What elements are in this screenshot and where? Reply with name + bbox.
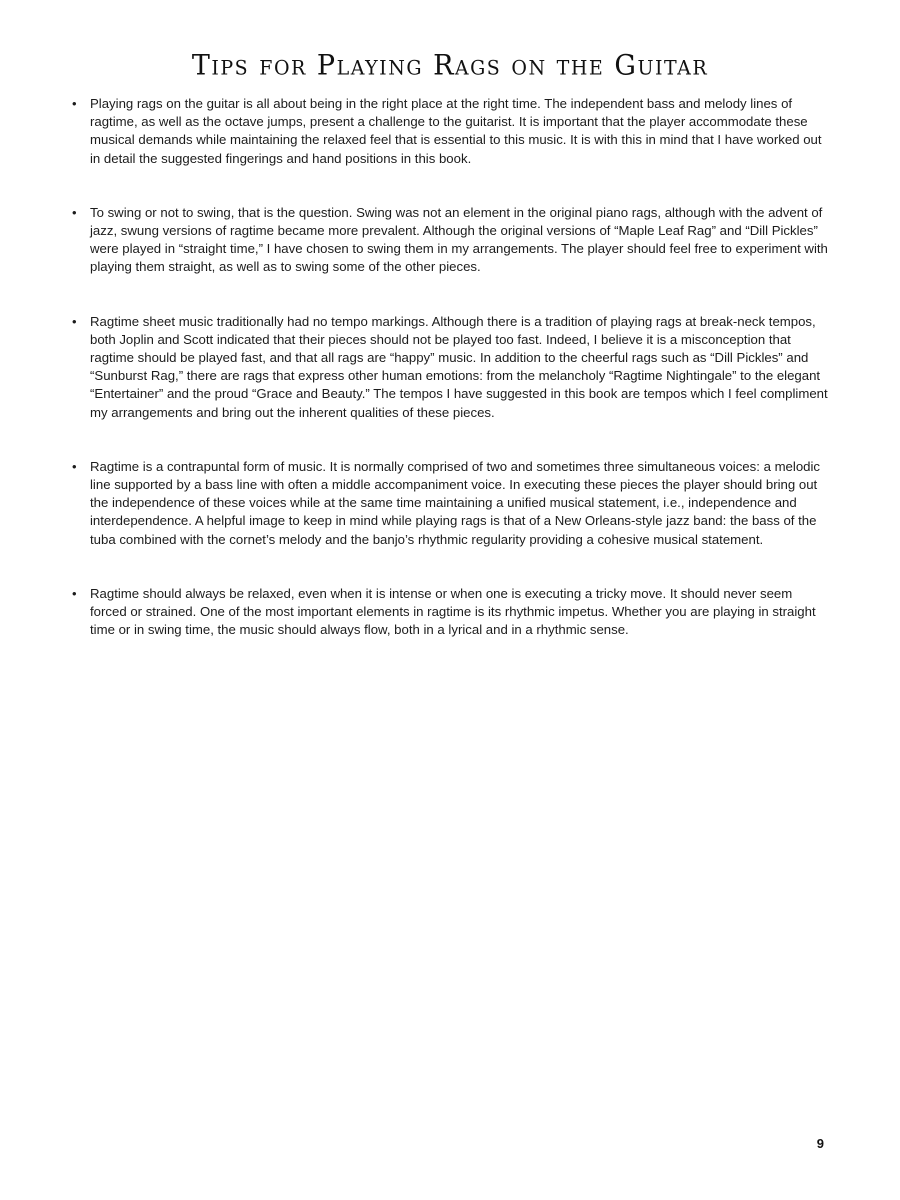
list-item [72, 585, 832, 640]
list-item [72, 458, 832, 549]
bullet-icon: • [72, 458, 77, 474]
list-item [72, 95, 832, 168]
page-title: Tips for Playing Rags on the Guitar [191, 49, 709, 82]
list-item [72, 204, 832, 277]
tip-text: Playing rags on the guitar is all about being in the right place at the right time. The independent bass and melody lines of ragtime, as well as the octave jumps, present a challenge to the guitarist. It is important that the player accommodate these musical demands while maintaining the relaxed feel that is essential to this music. It is with this in mind that I have worked out in detail the suggested fingerings and hand positions in this book. [90, 96, 822, 166]
tip-text: Ragtime should always be relaxed, even when it is intense or when one is executing a tricky move. It should never seem forced or strained. One of the most important elements in ragtime is its rhythmic impetus. Whether you are playing in straight time or in swing time, the music should always flow, both in a lyrical and in a rhythmic sense. [90, 585, 816, 638]
tip-text: Ragtime sheet music traditionally had no tempo markings. Although there is a tradition of playing rags at break-neck tempos, both Joplin and Scott indicated that their pieces should not be played too fast. Indeed, I believe it is a misconception that ragtime should be played fast, and that all rags are “happy” music. In addition to the cheerful rags such as “Dill Pickles” and “Sunburst Rag,” there are rags that express other human emotions: from the melancholy “Ragtime Nightingale” to the elegant “Entertainer” and the proud “Grace and Beauty.” The tempos I have suggested in this book are tempos which I feel compliment my arrangements and bring out the inherent qualities of these pieces. [90, 313, 828, 420]
bullet-icon: • [72, 204, 77, 220]
tips-list [72, 95, 832, 675]
bullet-icon: • [72, 96, 77, 111]
page-number: 9 [816, 1136, 824, 1151]
bullet-icon: • [72, 585, 77, 601]
tip-text: To swing or not to swing, that is the question. Swing was not an element in the original piano rags, although with the advent of jazz, swung versions of ragtime became more prevalent. Although the original versions of “Maple Leaf Rag” and “Dill Pickles” were played in “straight time,” I have chosen to swing them in my arrangements. The player should feel free to experiment with playing them straight, as well as to swing some of the other pieces. [90, 204, 828, 275]
tip-text: Ragtime is a contrapuntal form of music. It is normally comprised of two and sometimes three simultaneous voices: a melodic line supported by a bass line with often a middle accompaniment voice. In executing these pieces the player should bring out the independence of these voices while at the same time maintaining a unified musical statement, i.e., independence and interdependence. A helpful image to keep in mind while playing rags is that of a New Orleans-style jazz band: the bass of the tuba combined with the cornet’s melody and the banjo’s rhythmic regularity providing a cohesive musical statement. [90, 458, 821, 547]
list-item [72, 313, 832, 422]
bullet-icon: • [72, 313, 77, 329]
